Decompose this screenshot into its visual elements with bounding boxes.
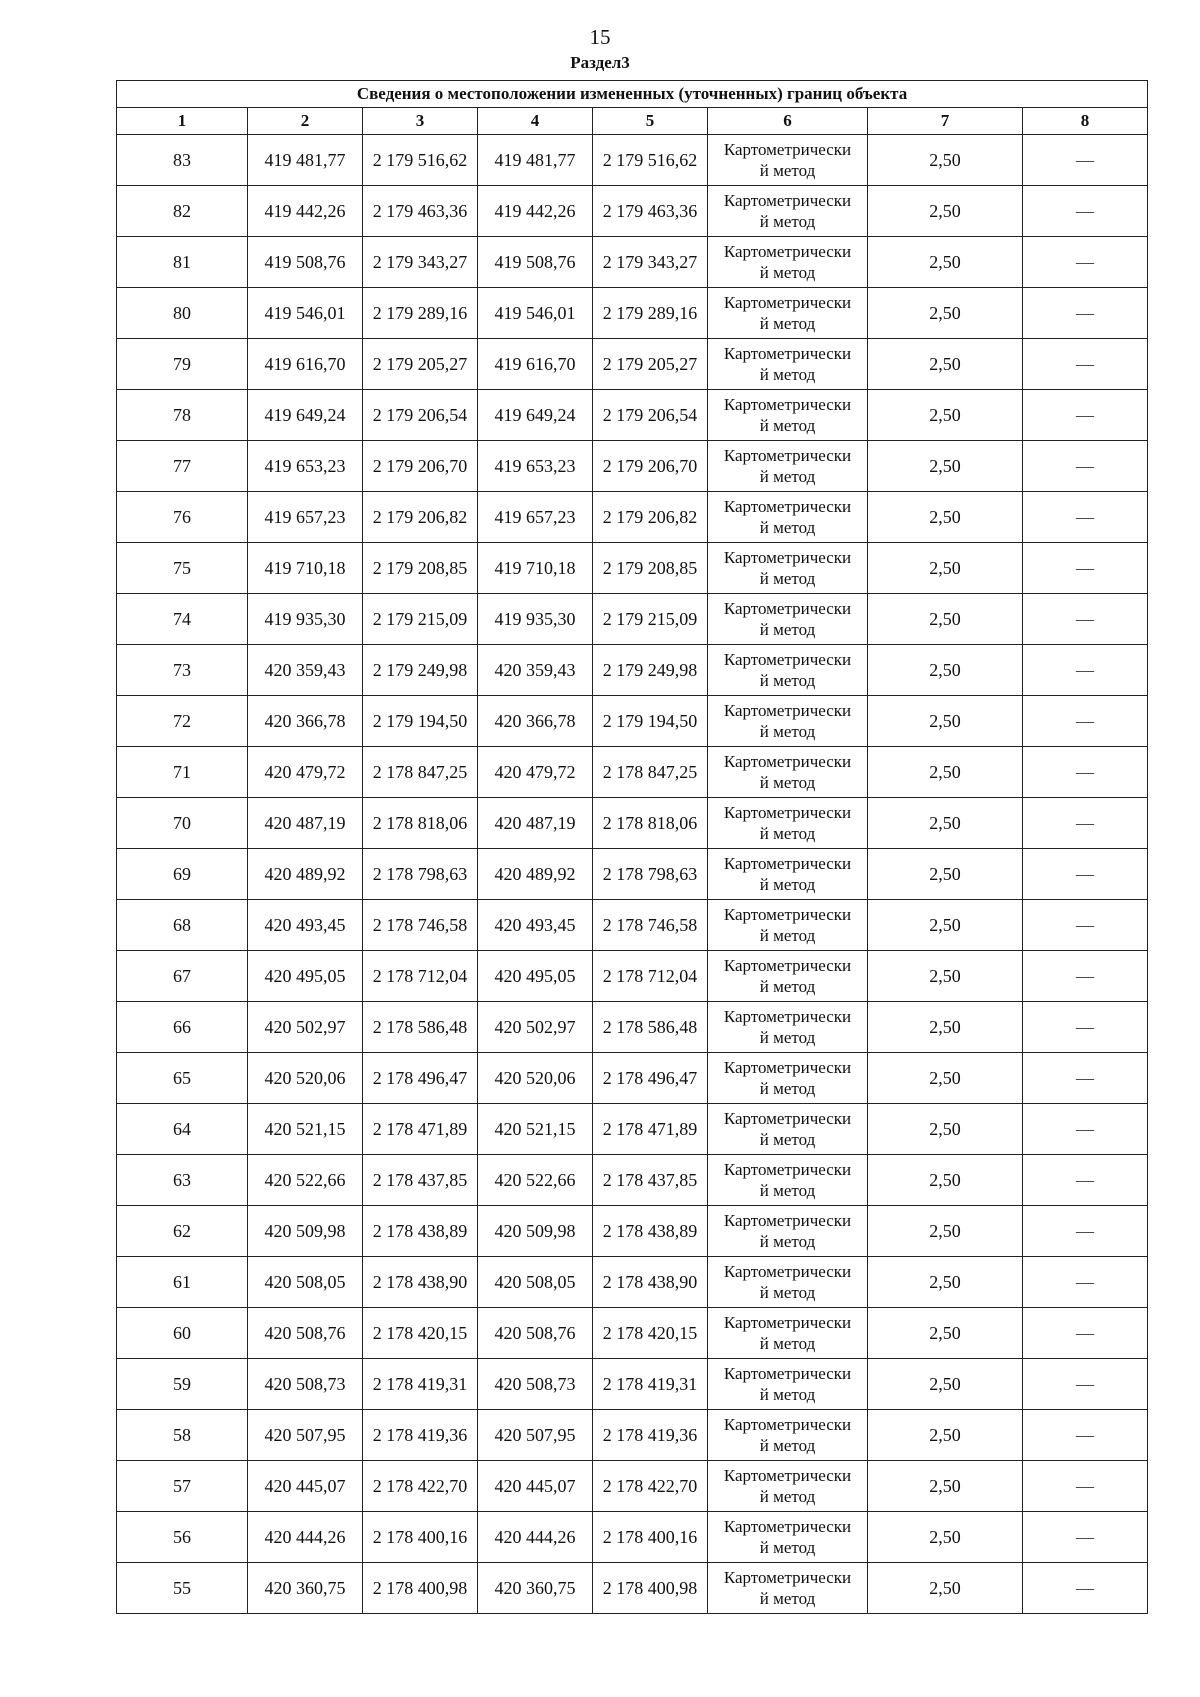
cell-point-description: — bbox=[1023, 441, 1148, 492]
cell-y-new: 2 178 438,90 bbox=[593, 1257, 708, 1308]
cell-point-description: — bbox=[1023, 1410, 1148, 1461]
cell-x-new: 420 507,95 bbox=[478, 1410, 593, 1461]
table-row bbox=[117, 1206, 1148, 1257]
cell-x-existing: 419 653,23 bbox=[248, 441, 363, 492]
cell-y-existing: 2 178 496,47 bbox=[363, 1053, 478, 1104]
table-row bbox=[117, 747, 1148, 798]
cell-determination-method: Картометрически й метод bbox=[708, 1359, 868, 1410]
cell-determination-method: Картометрически й метод bbox=[708, 390, 868, 441]
cell-determination-method: Картометрически й метод bbox=[708, 186, 868, 237]
cell-y-new: 2 179 206,70 bbox=[593, 441, 708, 492]
cell-y-new: 2 179 194,50 bbox=[593, 696, 708, 747]
cell-y-new: 2 179 249,98 bbox=[593, 645, 708, 696]
cell-x-new: 420 487,19 bbox=[478, 798, 593, 849]
cell-determination-method: Картометрически й метод bbox=[708, 849, 868, 900]
cell-determination-method: Картометрически й метод bbox=[708, 1563, 868, 1614]
cell-accuracy: 2,50 bbox=[868, 1206, 1023, 1257]
cell-y-new: 2 178 471,89 bbox=[593, 1104, 708, 1155]
cell-point-number: 62 bbox=[117, 1206, 248, 1257]
cell-x-new: 420 444,26 bbox=[478, 1512, 593, 1563]
cell-x-existing: 420 508,05 bbox=[248, 1257, 363, 1308]
cell-x-new: 420 360,75 bbox=[478, 1563, 593, 1614]
cell-point-description: — bbox=[1023, 1155, 1148, 1206]
cell-y-new: 2 178 496,47 bbox=[593, 1053, 708, 1104]
cell-point-description: — bbox=[1023, 696, 1148, 747]
cell-point-number: 58 bbox=[117, 1410, 248, 1461]
table-row bbox=[117, 1512, 1148, 1563]
cell-point-number: 74 bbox=[117, 594, 248, 645]
cell-accuracy: 2,50 bbox=[868, 135, 1023, 186]
cell-x-new: 419 649,24 bbox=[478, 390, 593, 441]
cell-determination-method: Картометрически й метод bbox=[708, 543, 868, 594]
table-row bbox=[117, 1002, 1148, 1053]
cell-y-existing: 2 178 818,06 bbox=[363, 798, 478, 849]
cell-y-existing: 2 178 437,85 bbox=[363, 1155, 478, 1206]
cell-point-number: 67 bbox=[117, 951, 248, 1002]
table-row bbox=[117, 1410, 1148, 1461]
table-row bbox=[117, 951, 1148, 1002]
cell-y-existing: 2 179 215,09 bbox=[363, 594, 478, 645]
cell-point-description: — bbox=[1023, 747, 1148, 798]
cell-point-number: 81 bbox=[117, 237, 248, 288]
table-row bbox=[117, 543, 1148, 594]
cell-y-existing: 2 179 249,98 bbox=[363, 645, 478, 696]
cell-y-new: 2 178 419,31 bbox=[593, 1359, 708, 1410]
cell-accuracy: 2,50 bbox=[868, 696, 1023, 747]
cell-point-number: 72 bbox=[117, 696, 248, 747]
cell-accuracy: 2,50 bbox=[868, 900, 1023, 951]
cell-x-new: 419 616,70 bbox=[478, 339, 593, 390]
cell-point-description: — bbox=[1023, 1002, 1148, 1053]
cell-point-number: 59 bbox=[117, 1359, 248, 1410]
cell-x-existing: 420 366,78 bbox=[248, 696, 363, 747]
table-row bbox=[117, 1155, 1148, 1206]
cell-point-description: — bbox=[1023, 492, 1148, 543]
cell-accuracy: 2,50 bbox=[868, 849, 1023, 900]
cell-point-number: 64 bbox=[117, 1104, 248, 1155]
cell-x-new: 420 359,43 bbox=[478, 645, 593, 696]
cell-determination-method: Картометрически й метод bbox=[708, 645, 868, 696]
cell-determination-method: Картометрически й метод bbox=[708, 1002, 868, 1053]
cell-x-existing: 420 521,15 bbox=[248, 1104, 363, 1155]
table-row bbox=[117, 441, 1148, 492]
cell-accuracy: 2,50 bbox=[868, 288, 1023, 339]
cell-y-new: 2 179 343,27 bbox=[593, 237, 708, 288]
cell-x-existing: 419 935,30 bbox=[248, 594, 363, 645]
table-body bbox=[117, 135, 1148, 1614]
cell-determination-method: Картометрически й метод bbox=[708, 594, 868, 645]
cell-accuracy: 2,50 bbox=[868, 1410, 1023, 1461]
cell-x-new: 419 508,76 bbox=[478, 237, 593, 288]
table-row bbox=[117, 390, 1148, 441]
cell-determination-method: Картометрически й метод bbox=[708, 1512, 868, 1563]
table-row bbox=[117, 1308, 1148, 1359]
cell-accuracy: 2,50 bbox=[868, 645, 1023, 696]
cell-y-new: 2 178 586,48 bbox=[593, 1002, 708, 1053]
cell-x-new: 420 366,78 bbox=[478, 696, 593, 747]
table-row bbox=[117, 594, 1148, 645]
cell-x-new: 420 508,76 bbox=[478, 1308, 593, 1359]
cell-point-number: 55 bbox=[117, 1563, 248, 1614]
cell-y-existing: 2 179 516,62 bbox=[363, 135, 478, 186]
cell-accuracy: 2,50 bbox=[868, 1512, 1023, 1563]
column-number-6: 6 bbox=[708, 108, 868, 135]
table-row bbox=[117, 135, 1148, 186]
cell-point-description: — bbox=[1023, 1461, 1148, 1512]
cell-point-description: — bbox=[1023, 186, 1148, 237]
cell-y-new: 2 178 746,58 bbox=[593, 900, 708, 951]
cell-determination-method: Картометрически й метод bbox=[708, 441, 868, 492]
table-row bbox=[117, 1053, 1148, 1104]
table-row bbox=[117, 645, 1148, 696]
cell-y-existing: 2 179 206,54 bbox=[363, 390, 478, 441]
cell-determination-method: Картометрически й метод bbox=[708, 1410, 868, 1461]
cell-accuracy: 2,50 bbox=[868, 186, 1023, 237]
cell-accuracy: 2,50 bbox=[868, 1563, 1023, 1614]
cell-x-existing: 420 502,97 bbox=[248, 1002, 363, 1053]
cell-point-number: 73 bbox=[117, 645, 248, 696]
cell-y-existing: 2 179 289,16 bbox=[363, 288, 478, 339]
cell-x-new: 419 935,30 bbox=[478, 594, 593, 645]
cell-accuracy: 2,50 bbox=[868, 1053, 1023, 1104]
cell-determination-method: Картометрически й метод bbox=[708, 747, 868, 798]
cell-y-existing: 2 178 438,90 bbox=[363, 1257, 478, 1308]
table-row bbox=[117, 237, 1148, 288]
cell-point-number: 57 bbox=[117, 1461, 248, 1512]
cell-x-existing: 420 507,95 bbox=[248, 1410, 363, 1461]
cell-x-existing: 420 493,45 bbox=[248, 900, 363, 951]
cell-determination-method: Картометрически й метод bbox=[708, 1461, 868, 1512]
cell-point-description: — bbox=[1023, 1257, 1148, 1308]
cell-y-new: 2 178 420,15 bbox=[593, 1308, 708, 1359]
cell-x-new: 420 508,05 bbox=[478, 1257, 593, 1308]
cell-y-new: 2 179 206,82 bbox=[593, 492, 708, 543]
cell-y-existing: 2 178 847,25 bbox=[363, 747, 478, 798]
column-number-7: 7 bbox=[868, 108, 1023, 135]
cell-x-existing: 420 445,07 bbox=[248, 1461, 363, 1512]
cell-point-description: — bbox=[1023, 900, 1148, 951]
cell-accuracy: 2,50 bbox=[868, 1155, 1023, 1206]
cell-point-description: — bbox=[1023, 594, 1148, 645]
cell-y-existing: 2 179 463,36 bbox=[363, 186, 478, 237]
cell-y-existing: 2 178 422,70 bbox=[363, 1461, 478, 1512]
cell-point-number: 66 bbox=[117, 1002, 248, 1053]
cell-point-number: 69 bbox=[117, 849, 248, 900]
cell-x-existing: 419 481,77 bbox=[248, 135, 363, 186]
cell-x-existing: 420 487,19 bbox=[248, 798, 363, 849]
cell-y-new: 2 178 437,85 bbox=[593, 1155, 708, 1206]
cell-y-existing: 2 178 586,48 bbox=[363, 1002, 478, 1053]
table-row bbox=[117, 696, 1148, 747]
cell-x-new: 420 493,45 bbox=[478, 900, 593, 951]
cell-y-existing: 2 178 798,63 bbox=[363, 849, 478, 900]
cell-y-new: 2 179 215,09 bbox=[593, 594, 708, 645]
table-row bbox=[117, 186, 1148, 237]
column-number-8: 8 bbox=[1023, 108, 1148, 135]
cell-determination-method: Картометрически й метод bbox=[708, 696, 868, 747]
cell-determination-method: Картометрически й метод bbox=[708, 900, 868, 951]
table-caption: Сведения о местоположении измененных (уточненных) границ объекта bbox=[117, 81, 1148, 108]
cell-determination-method: Картометрически й метод bbox=[708, 1155, 868, 1206]
table-row bbox=[117, 849, 1148, 900]
cell-point-number: 61 bbox=[117, 1257, 248, 1308]
cell-x-existing: 420 508,73 bbox=[248, 1359, 363, 1410]
cell-accuracy: 2,50 bbox=[868, 390, 1023, 441]
cell-accuracy: 2,50 bbox=[868, 594, 1023, 645]
cell-x-existing: 420 360,75 bbox=[248, 1563, 363, 1614]
cell-y-new: 2 178 798,63 bbox=[593, 849, 708, 900]
cell-accuracy: 2,50 bbox=[868, 1002, 1023, 1053]
cell-x-existing: 419 508,76 bbox=[248, 237, 363, 288]
column-number-2: 2 bbox=[248, 108, 363, 135]
cell-y-existing: 2 178 712,04 bbox=[363, 951, 478, 1002]
cell-y-new: 2 178 818,06 bbox=[593, 798, 708, 849]
cell-x-new: 420 445,07 bbox=[478, 1461, 593, 1512]
cell-determination-method: Картометрически й метод bbox=[708, 1308, 868, 1359]
cell-y-new: 2 179 208,85 bbox=[593, 543, 708, 594]
page-number: 15 bbox=[589, 25, 611, 49]
cell-accuracy: 2,50 bbox=[868, 798, 1023, 849]
cell-point-number: 76 bbox=[117, 492, 248, 543]
cell-x-existing: 419 710,18 bbox=[248, 543, 363, 594]
cell-point-number: 78 bbox=[117, 390, 248, 441]
cell-x-existing: 419 616,70 bbox=[248, 339, 363, 390]
cell-point-number: 56 bbox=[117, 1512, 248, 1563]
table-row bbox=[117, 339, 1148, 390]
cell-determination-method: Картометрически й метод bbox=[708, 1257, 868, 1308]
cell-x-existing: 420 508,76 bbox=[248, 1308, 363, 1359]
cell-y-new: 2 178 400,98 bbox=[593, 1563, 708, 1614]
cell-x-existing: 420 444,26 bbox=[248, 1512, 363, 1563]
cell-x-existing: 420 522,66 bbox=[248, 1155, 363, 1206]
cell-y-new: 2 178 438,89 bbox=[593, 1206, 708, 1257]
cell-accuracy: 2,50 bbox=[868, 747, 1023, 798]
cell-x-new: 420 522,66 bbox=[478, 1155, 593, 1206]
cell-y-new: 2 178 712,04 bbox=[593, 951, 708, 1002]
cell-y-new: 2 178 419,36 bbox=[593, 1410, 708, 1461]
table-row bbox=[117, 900, 1148, 951]
cell-accuracy: 2,50 bbox=[868, 951, 1023, 1002]
cell-accuracy: 2,50 bbox=[868, 1359, 1023, 1410]
cell-point-description: — bbox=[1023, 390, 1148, 441]
cell-accuracy: 2,50 bbox=[868, 339, 1023, 390]
cell-accuracy: 2,50 bbox=[868, 1461, 1023, 1512]
cell-x-new: 420 520,06 bbox=[478, 1053, 593, 1104]
table-row bbox=[117, 798, 1148, 849]
cell-y-existing: 2 178 438,89 bbox=[363, 1206, 478, 1257]
cell-x-new: 419 653,23 bbox=[478, 441, 593, 492]
cell-point-number: 83 bbox=[117, 135, 248, 186]
section-title: Раздел3 bbox=[570, 53, 630, 72]
cell-determination-method: Картометрически й метод bbox=[708, 1206, 868, 1257]
cell-determination-method: Картометрически й метод bbox=[708, 1104, 868, 1155]
cell-y-existing: 2 179 205,27 bbox=[363, 339, 478, 390]
cell-x-new: 420 502,97 bbox=[478, 1002, 593, 1053]
cell-x-new: 419 442,26 bbox=[478, 186, 593, 237]
cell-y-new: 2 179 205,27 bbox=[593, 339, 708, 390]
cell-y-existing: 2 178 400,98 bbox=[363, 1563, 478, 1614]
cell-x-existing: 419 442,26 bbox=[248, 186, 363, 237]
cell-x-new: 420 489,92 bbox=[478, 849, 593, 900]
cell-y-new: 2 179 289,16 bbox=[593, 288, 708, 339]
cell-determination-method: Картометрически й метод bbox=[708, 237, 868, 288]
cell-point-number: 68 bbox=[117, 900, 248, 951]
boundary-coordinates-table bbox=[116, 80, 1148, 1614]
table-row bbox=[117, 1461, 1148, 1512]
table-row bbox=[117, 1257, 1148, 1308]
cell-y-new: 2 179 206,54 bbox=[593, 390, 708, 441]
cell-y-existing: 2 179 194,50 bbox=[363, 696, 478, 747]
cell-point-number: 80 bbox=[117, 288, 248, 339]
cell-point-number: 79 bbox=[117, 339, 248, 390]
cell-x-new: 419 481,77 bbox=[478, 135, 593, 186]
cell-y-existing: 2 179 343,27 bbox=[363, 237, 478, 288]
column-number-1: 1 bbox=[117, 108, 248, 135]
cell-y-existing: 2 178 746,58 bbox=[363, 900, 478, 951]
cell-point-number: 77 bbox=[117, 441, 248, 492]
cell-point-description: — bbox=[1023, 1308, 1148, 1359]
table-row bbox=[117, 1359, 1148, 1410]
cell-y-existing: 2 179 208,85 bbox=[363, 543, 478, 594]
cell-point-description: — bbox=[1023, 543, 1148, 594]
cell-x-existing: 419 657,23 bbox=[248, 492, 363, 543]
cell-point-description: — bbox=[1023, 849, 1148, 900]
cell-y-existing: 2 178 419,31 bbox=[363, 1359, 478, 1410]
cell-y-new: 2 178 400,16 bbox=[593, 1512, 708, 1563]
cell-point-number: 65 bbox=[117, 1053, 248, 1104]
cell-y-existing: 2 179 206,70 bbox=[363, 441, 478, 492]
cell-x-existing: 420 520,06 bbox=[248, 1053, 363, 1104]
cell-accuracy: 2,50 bbox=[868, 1104, 1023, 1155]
cell-x-existing: 420 479,72 bbox=[248, 747, 363, 798]
cell-x-new: 419 546,01 bbox=[478, 288, 593, 339]
cell-determination-method: Картометрически й метод bbox=[708, 288, 868, 339]
cell-determination-method: Картометрически й метод bbox=[708, 798, 868, 849]
cell-accuracy: 2,50 bbox=[868, 1257, 1023, 1308]
cell-determination-method: Картометрически й метод bbox=[708, 951, 868, 1002]
cell-point-description: — bbox=[1023, 951, 1148, 1002]
cell-y-existing: 2 179 206,82 bbox=[363, 492, 478, 543]
cell-y-existing: 2 178 420,15 bbox=[363, 1308, 478, 1359]
cell-point-description: — bbox=[1023, 237, 1148, 288]
cell-x-existing: 420 359,43 bbox=[248, 645, 363, 696]
cell-x-new: 420 508,73 bbox=[478, 1359, 593, 1410]
cell-y-new: 2 178 422,70 bbox=[593, 1461, 708, 1512]
column-number-row bbox=[117, 108, 1148, 135]
cell-point-description: — bbox=[1023, 135, 1148, 186]
cell-point-description: — bbox=[1023, 288, 1148, 339]
cell-x-existing: 420 509,98 bbox=[248, 1206, 363, 1257]
cell-point-number: 71 bbox=[117, 747, 248, 798]
cell-point-number: 75 bbox=[117, 543, 248, 594]
cell-x-new: 420 495,05 bbox=[478, 951, 593, 1002]
cell-point-number: 60 bbox=[117, 1308, 248, 1359]
table-row bbox=[117, 288, 1148, 339]
cell-point-description: — bbox=[1023, 1563, 1148, 1614]
table-row bbox=[117, 1104, 1148, 1155]
cell-x-existing: 420 495,05 bbox=[248, 951, 363, 1002]
cell-y-new: 2 178 847,25 bbox=[593, 747, 708, 798]
cell-point-number: 82 bbox=[117, 186, 248, 237]
table-row bbox=[117, 1563, 1148, 1614]
cell-x-existing: 420 489,92 bbox=[248, 849, 363, 900]
cell-x-new: 420 479,72 bbox=[478, 747, 593, 798]
cell-x-new: 419 657,23 bbox=[478, 492, 593, 543]
table-row bbox=[117, 492, 1148, 543]
cell-point-description: — bbox=[1023, 339, 1148, 390]
cell-accuracy: 2,50 bbox=[868, 492, 1023, 543]
cell-determination-method: Картометрически й метод bbox=[708, 1053, 868, 1104]
cell-point-description: — bbox=[1023, 798, 1148, 849]
cell-point-description: — bbox=[1023, 1512, 1148, 1563]
cell-accuracy: 2,50 bbox=[868, 543, 1023, 594]
cell-y-existing: 2 178 419,36 bbox=[363, 1410, 478, 1461]
cell-accuracy: 2,50 bbox=[868, 237, 1023, 288]
cell-point-number: 70 bbox=[117, 798, 248, 849]
cell-point-description: — bbox=[1023, 645, 1148, 696]
cell-point-number: 63 bbox=[117, 1155, 248, 1206]
cell-x-existing: 419 649,24 bbox=[248, 390, 363, 441]
cell-x-existing: 419 546,01 bbox=[248, 288, 363, 339]
cell-point-description: — bbox=[1023, 1053, 1148, 1104]
cell-point-description: — bbox=[1023, 1206, 1148, 1257]
cell-y-new: 2 179 516,62 bbox=[593, 135, 708, 186]
column-number-5: 5 bbox=[593, 108, 708, 135]
cell-determination-method: Картометрически й метод bbox=[708, 339, 868, 390]
cell-accuracy: 2,50 bbox=[868, 1308, 1023, 1359]
cell-y-existing: 2 178 400,16 bbox=[363, 1512, 478, 1563]
column-number-4: 4 bbox=[478, 108, 593, 135]
cell-determination-method: Картометрически й метод bbox=[708, 492, 868, 543]
cell-y-existing: 2 178 471,89 bbox=[363, 1104, 478, 1155]
cell-y-new: 2 179 463,36 bbox=[593, 186, 708, 237]
column-number-3: 3 bbox=[363, 108, 478, 135]
cell-point-description: — bbox=[1023, 1104, 1148, 1155]
cell-accuracy: 2,50 bbox=[868, 441, 1023, 492]
cell-determination-method: Картометрически й метод bbox=[708, 135, 868, 186]
cell-point-description: — bbox=[1023, 1359, 1148, 1410]
cell-x-new: 419 710,18 bbox=[478, 543, 593, 594]
cell-x-new: 420 509,98 bbox=[478, 1206, 593, 1257]
cell-x-new: 420 521,15 bbox=[478, 1104, 593, 1155]
